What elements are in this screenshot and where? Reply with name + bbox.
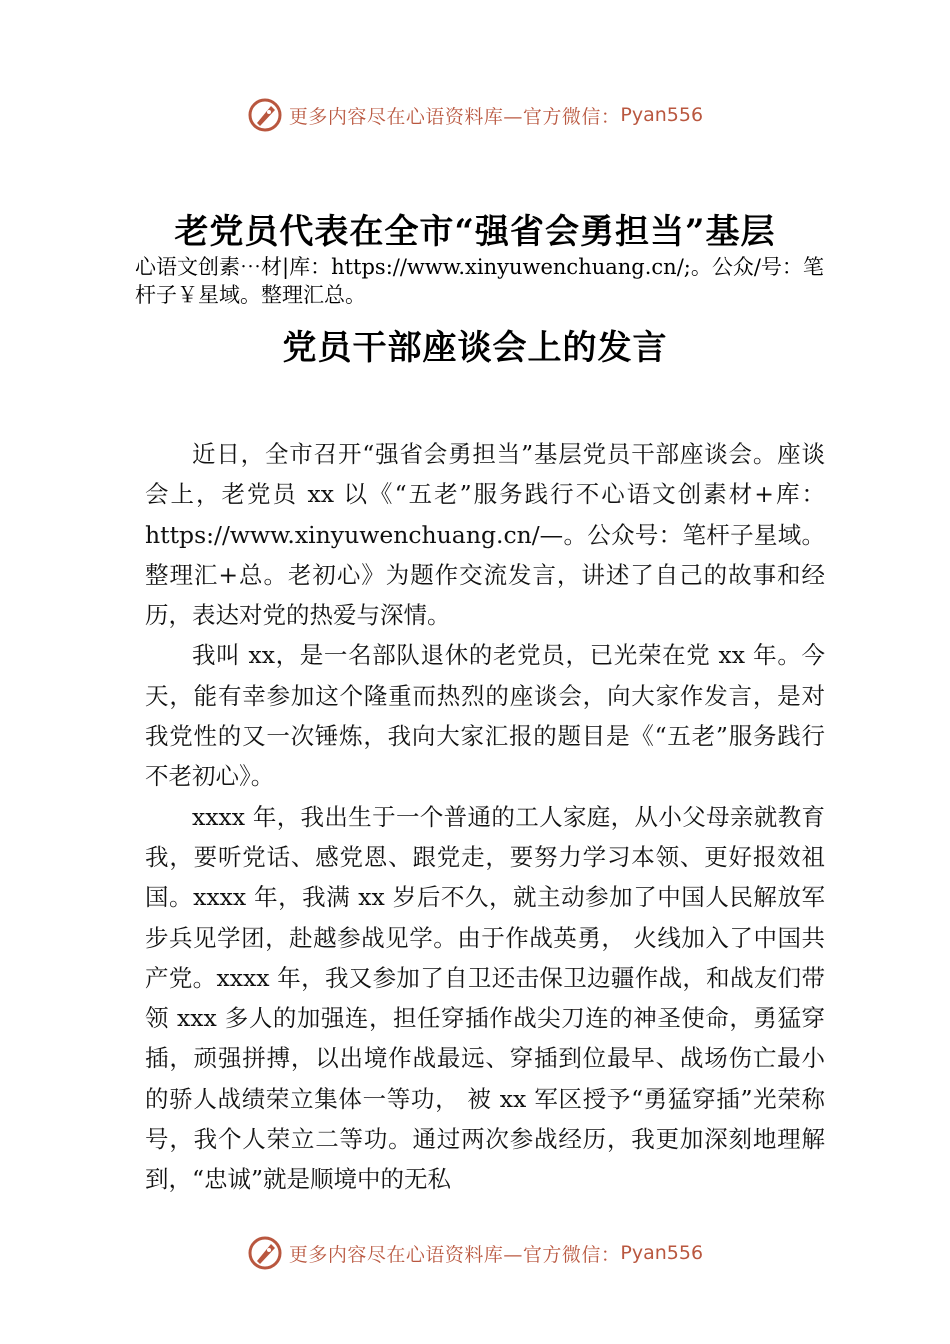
- body-paragraph: 近日，全市召开“强省会勇担当”基层党员干部座谈会。座谈会上，老党员 xx 以《“五老”服务践行不心语文创素材+库：https://www.xinyuwenchuang.cn/—。公众号：笔杆子星域。整理汇+总。老初心》为题作交流发言，讲述了自己的故事和经历，表达对党的热爱与深情。: [145, 440, 825, 630]
- body-paragraph: 我叫 xx，是一名部队退休的老党员，已光荣在党 xx 年。今天，能有幸参加这个隆重而热烈的座谈会，向大家作发言，是对我党性的又一次锤炼，我向大家汇报的题目是《“五老”服务践行不老初心》。: [145, 641, 825, 791]
- watermark-banner-bottom: [0, 1233, 950, 1273]
- pen-nib-icon: [247, 1235, 283, 1271]
- document-title-line1: 老党员代表在全市“强省会勇担当”基层: [174, 212, 776, 252]
- watermark-banner-top: [0, 95, 950, 135]
- source-note: 心语文创素⋯材|库：https://www.xinyuwenchuang.cn/;。公众/号：笔杆子￥星域。整理汇总。: [135, 255, 824, 307]
- document-title-line2: 党员干部座谈会上的发言: [282, 328, 668, 368]
- watermark-id: Pyan556: [620, 1242, 704, 1264]
- watermark-text: 更多内容尽在心语资料库—官方微信：: [288, 1243, 621, 1266]
- watermark-id: Pyan556: [620, 104, 704, 126]
- body-paragraph: xxxx 年，我出生于一个普通的工人家庭，从小父母亲就教育我，要听党话、感党恩、跟党走，要努力学习本领、更好报效祖国。xxxx 年，我满 xx 岁后不久，就主动参加了中国人民解放军步兵见学团，赴越参战见学。由于作战英勇， 火线加入了中国共产党。xxxx 年，我又参加了自卫还击保卫边疆作战，和战友们带领 xxx 多人的加强连，担任穿插作战尖刀连的神圣使命，勇猛穿插，顽强拼搏，以出境作战最远、穿插到位最早、战场伤亡最小的骄人战绩荣立集体一等功， 被 xx 军区授予“勇猛穿插”光荣称号，我个人荣立二等功。通过两次参战经历，我更加深刻地理解到，“忠诚”就是顺境中的无私: [145, 802, 825, 1194]
- watermark-text: 更多内容尽在心语资料库—官方微信：: [288, 105, 621, 128]
- document-body: [145, 434, 825, 1200]
- pen-nib-icon: [247, 97, 283, 133]
